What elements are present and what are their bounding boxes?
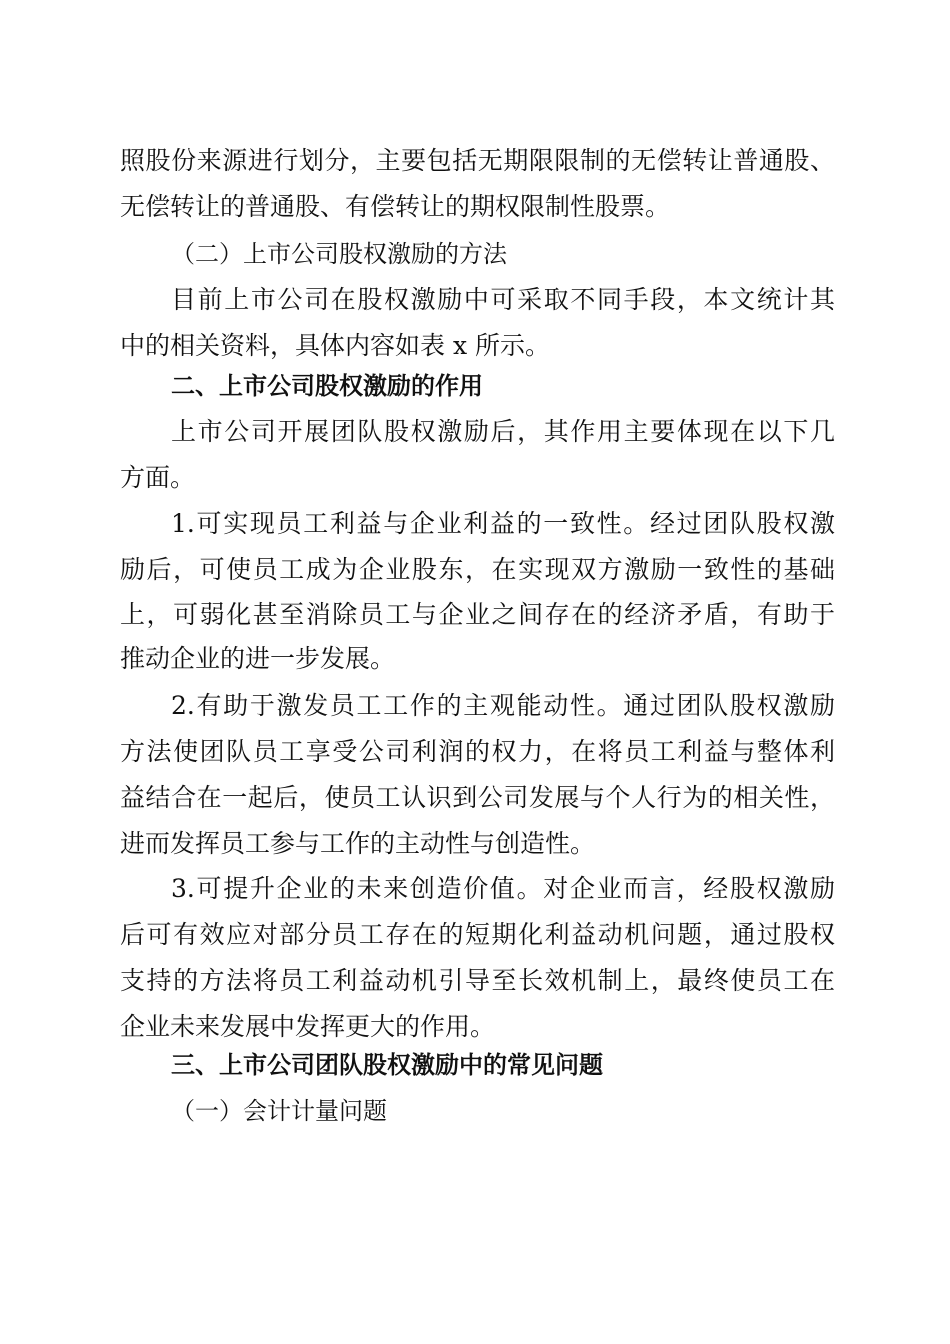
section-heading: 二、上市公司股权激励的作用 (171, 372, 483, 400)
list-item-line: 方法使团队员工享受公司利润的权力，在将员工利益与整体利 (120, 737, 835, 766)
section-heading: 三、上市公司团队股权激励中的常见问题 (171, 1051, 603, 1079)
paragraph-line: 上市公司开展团队股权激励后，其作用主要体现在以下几 (171, 417, 835, 446)
list-item-line: 2.有助于激发员工工作的主观能动性。通过团队股权激励 (171, 691, 835, 720)
list-item-line: 3.可提升企业的未来创造价值。对企业而言，经股权激励 (171, 874, 835, 903)
list-item-line: 励后，可使员工成为企业股东，在实现双方激励一致性的基础 (120, 555, 835, 584)
list-item-line: 上，可弱化甚至消除员工与企业之间存在的经济矛盾，有助于 (120, 600, 835, 629)
list-item-line: 1.可实现员工利益与企业利益的一致性。经过团队股权激 (171, 509, 835, 538)
paragraph-line: 照股份来源进行划分，主要包括无期限限制的无偿转让普通股、 (120, 146, 835, 175)
list-item-line: 支持的方法将员工利益动机引导至长效机制上，最终使员工在 (120, 966, 835, 995)
paragraph-line: 无偿转让的普通股、有偿转让的期权限制性股票。 (120, 192, 671, 221)
list-item-line: 益结合在一起后，使员工认识到公司发展与个人行为的相关性， (120, 783, 835, 812)
subsection-heading: （二）上市公司股权激励的方法 (171, 240, 507, 268)
paragraph-line: 方面。 (120, 463, 196, 492)
list-item-line: 进而发挥员工参与工作的主动性与创造性。 (120, 829, 596, 858)
list-item-line: 后可有效应对部分员工存在的短期化利益动机问题，通过股权 (120, 920, 835, 949)
list-item-line: 推动企业的进一步发展。 (120, 644, 396, 673)
paragraph-line: 中的相关资料，具体内容如表 x 所示。 (120, 331, 550, 360)
list-item-line: 企业未来发展中发挥更大的作用。 (120, 1012, 496, 1041)
subsection-heading: （一）会计计量问题 (171, 1097, 387, 1125)
paragraph-line: 目前上市公司在股权激励中可采取不同手段，本文统计其 (171, 285, 835, 314)
